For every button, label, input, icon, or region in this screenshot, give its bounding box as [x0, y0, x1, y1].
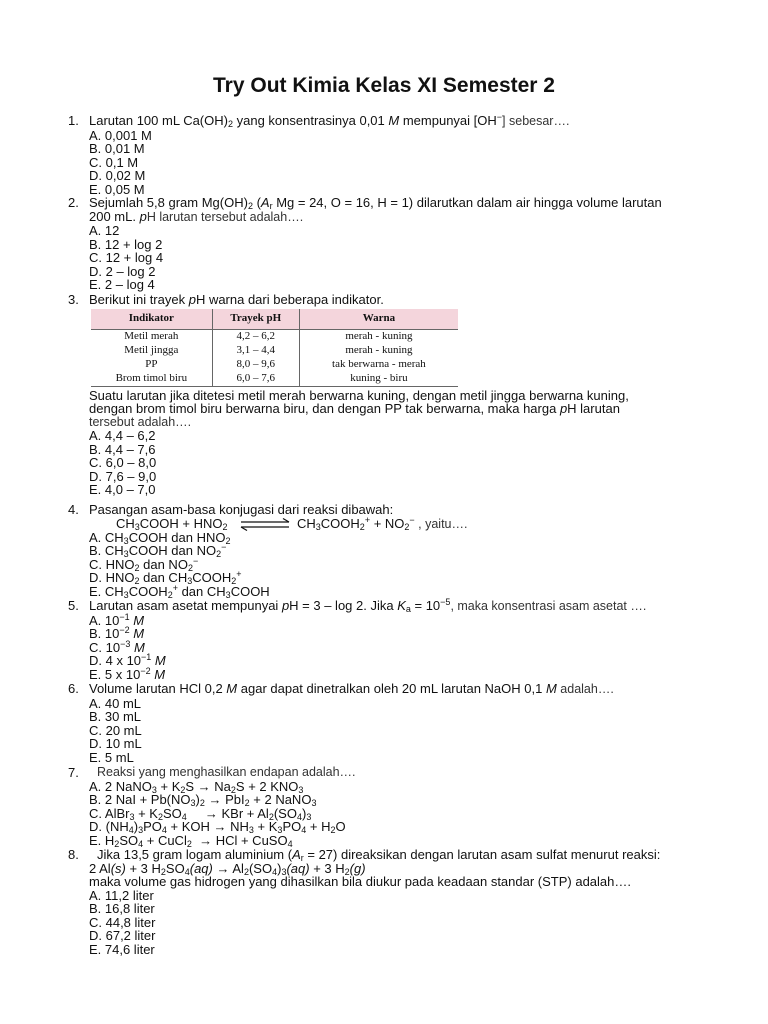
- table-cell: 4,2 – 6,2: [212, 329, 299, 344]
- table-cell: Brom timol biru: [91, 372, 212, 387]
- answer-option: D. $HNO_2$ dan $CH_3COOH_2^+$: [89, 569, 242, 586]
- answer-option: A. 0,001 M: [89, 127, 152, 143]
- question-number: 6.: [68, 681, 79, 696]
- answer-option: E. 0,05 M: [89, 181, 145, 197]
- question-stem-line: Suatu larutan jika ditetesi metil merah berwarna kuning, dengan metil jingga berwarna kuning,: [89, 387, 629, 403]
- answer-option: A. 2 NaNO$_3$ + $K_2S \to Na_2S + 2$ $KNO_3$: [89, 778, 304, 795]
- question-stem: Larutan 100 mL $Ca(OH)_2$ yang konsentrasinya 0,01 M mempunyai [OH−] sebesar….: [89, 112, 570, 129]
- answer-option: B. 12 + log 2: [89, 236, 163, 252]
- question-2: [68, 196, 708, 292]
- indicator-table: [91, 309, 458, 387]
- question-number: 4.: [68, 502, 79, 517]
- table-cell: PP: [91, 358, 212, 372]
- answer-option: B. 4,4 – 7,6: [89, 441, 156, 457]
- answer-option: B. 16,8 liter: [89, 901, 155, 916]
- answer-option: B. 0,01 M: [89, 141, 145, 156]
- question-stem-line: dengan brom timol biru berwarna biru, dan dengan PP tak berwarna, maka harga pH larutan: [89, 401, 620, 416]
- equilibrium-arrow-icon: [239, 517, 291, 531]
- answer-option: A. 40 mL: [89, 695, 142, 711]
- answer-option: D. 4 x $10^{-1}$ M: [89, 652, 166, 668]
- question-number: 2.: [68, 195, 79, 210]
- answer-option: E. 5 mL: [89, 749, 134, 765]
- question-stem: Jika 13,5 gram logam aluminium $(A_r = 27)$ direaksikan dengan larutan asam sulfat menurut reaksi:: [97, 847, 661, 863]
- answer-option: D. $(NH_4)_3PO_4$ + KOH → $NH_3 + K_3PO_4 + H_2O$: [89, 819, 346, 835]
- table-row: [91, 329, 458, 344]
- question-stem: Larutan asam asetat mempunyai pH = 3 – log 2. Jika $K_a = 10^{-5}$, maka konsentrasi asam asetat ….: [89, 597, 647, 614]
- answer-option: D. 7,6 – 9,0: [89, 468, 157, 484]
- answer-option: C. 6,0 – 8,0: [89, 455, 157, 470]
- table-cell: kuning - biru: [299, 372, 458, 387]
- answer-option: B. $10^{-2}$ M: [89, 625, 145, 641]
- answer-option: A. $CH_3COOH$ dan $HNO_2$: [89, 529, 231, 546]
- reaction-equation: 2 Al(s) + 3 $H_2SO_4(aq) \to Al_2(SO_4)_3(aq) + 3$ $H_2(g)$: [89, 860, 366, 877]
- answer-option: A. 11,2 liter: [89, 887, 154, 903]
- answer-option: E. 4,0 – 7,0: [89, 482, 156, 497]
- answer-option: C. 20 mL: [89, 722, 142, 738]
- table-header-row: [91, 309, 458, 330]
- table-cell: 3,1 – 4,4: [212, 344, 299, 358]
- question-4: [68, 503, 708, 598]
- question-number: 8.: [68, 847, 79, 862]
- table-cell: Metil merah: [91, 329, 212, 344]
- table-cell: merah - kuning: [345, 343, 413, 356]
- page-title: Try Out Kimia Kelas XI Semester 2: [213, 74, 555, 97]
- question-stem: Berikut ini trayek pH warna dari beberapa indikator.: [89, 292, 384, 307]
- reaction-equation: [89, 514, 708, 532]
- answer-option: E. 2 – log 4: [89, 277, 155, 292]
- answer-option: C. 44,8 liter: [89, 914, 156, 930]
- answer-option: B. 30 mL: [89, 709, 142, 724]
- question-stem: Sejumlah 5,8 gram $Mg(OH)_2$ ($A_r$ Mg = 24, O = 16, H = 1) dilarutkan dalam air hingga volume larutan: [89, 195, 662, 211]
- table-header: Warna: [299, 309, 458, 330]
- question-number: 5.: [68, 598, 79, 613]
- answer-option: E. 74,6 liter: [89, 941, 155, 957]
- question-stem-line: tersebut adalah….: [89, 414, 192, 429]
- question-stem-line: maka volume gas hidrogen yang dihasilkan bila diukur pada keadaan standar (STP) adalah….: [89, 874, 631, 889]
- answer-option: E. $CH_3COOH_2^+$ dan $CH_3COOH$: [89, 582, 270, 600]
- question-8: [68, 848, 708, 956]
- answer-option: D. 67,2 liter: [89, 928, 156, 943]
- answer-option: D. 0,02 M: [89, 168, 146, 183]
- question-number: 3.: [68, 292, 79, 307]
- question-5: [68, 599, 708, 681]
- answer-option: A. $10^{-1}$ M: [89, 611, 145, 628]
- reaction-reactants: $CH_3COOH + HNO_2$: [116, 515, 228, 532]
- table-header: Indikator: [91, 309, 212, 330]
- answer-option: A. 12: [89, 223, 120, 238]
- question-3: [68, 293, 708, 497]
- answer-option: B. 2 NaI + $Pb(NO_3)_2 \to PbI_2 + 2$ NaNO$_3$: [89, 792, 317, 808]
- question-7: [68, 766, 708, 847]
- answer-option: C. AlBr$_3$ + $K_2SO_4$ → KBr + $Al_2(SO_4)_3$: [89, 805, 312, 822]
- answer-option: E. 5 x $10^{-2}$ M: [89, 665, 166, 682]
- question-1: [68, 114, 708, 196]
- question-6: [68, 682, 708, 764]
- answer-option: C. $HNO_2$ dan $NO_2^-$: [89, 555, 199, 573]
- reaction-products: $CH_3COOH_2^+ + NO_2^-$ , yaitu….: [297, 514, 468, 532]
- answer-option: A. 4,4 – 6,2: [89, 428, 156, 443]
- answer-option: C. 0,1 M: [89, 154, 139, 170]
- question-stem: Reaksi yang menghasilkan endapan adalah….: [97, 765, 356, 779]
- table-row: [91, 344, 458, 358]
- table-cell: tak berwarna - merah: [332, 357, 426, 370]
- question-stem-line: 200 mL. pH larutan tersebut adalah….: [89, 208, 304, 224]
- question-stem: Pasangan asam-basa konjugasi dari reaksi dibawah:: [89, 502, 394, 517]
- answer-option: B. $CH_3COOH$ dan $NO_2^-$: [89, 542, 227, 559]
- answer-option: D. 2 – log 2: [89, 263, 156, 279]
- answer-option: C. $10^{-3}$ M: [89, 638, 145, 655]
- table-header: Trayek pH: [212, 309, 299, 330]
- table-row: [91, 372, 458, 387]
- answer-option: C. 12 + log 4: [89, 250, 164, 265]
- question-number: 1.: [68, 113, 79, 128]
- question-stem: Volume larutan HCl 0,2 M agar dapat dinetralkan oleh 20 mL larutan NaOH 0,1 M adalah….: [89, 681, 614, 696]
- answer-option: D. 10 mL: [89, 736, 142, 751]
- table-cell: 8,0 – 9,6: [212, 358, 299, 372]
- table-cell: 6,0 – 7,6: [212, 372, 299, 387]
- table-row: [91, 358, 458, 372]
- question-number: 7.: [68, 765, 79, 780]
- table-cell: Metil jingga: [91, 344, 212, 358]
- answer-option: E. $H_2SO_4$ + CuCl$_2$ → HCl + CuSO$_4$: [89, 832, 293, 849]
- table-cell: merah - kuning: [345, 329, 413, 342]
